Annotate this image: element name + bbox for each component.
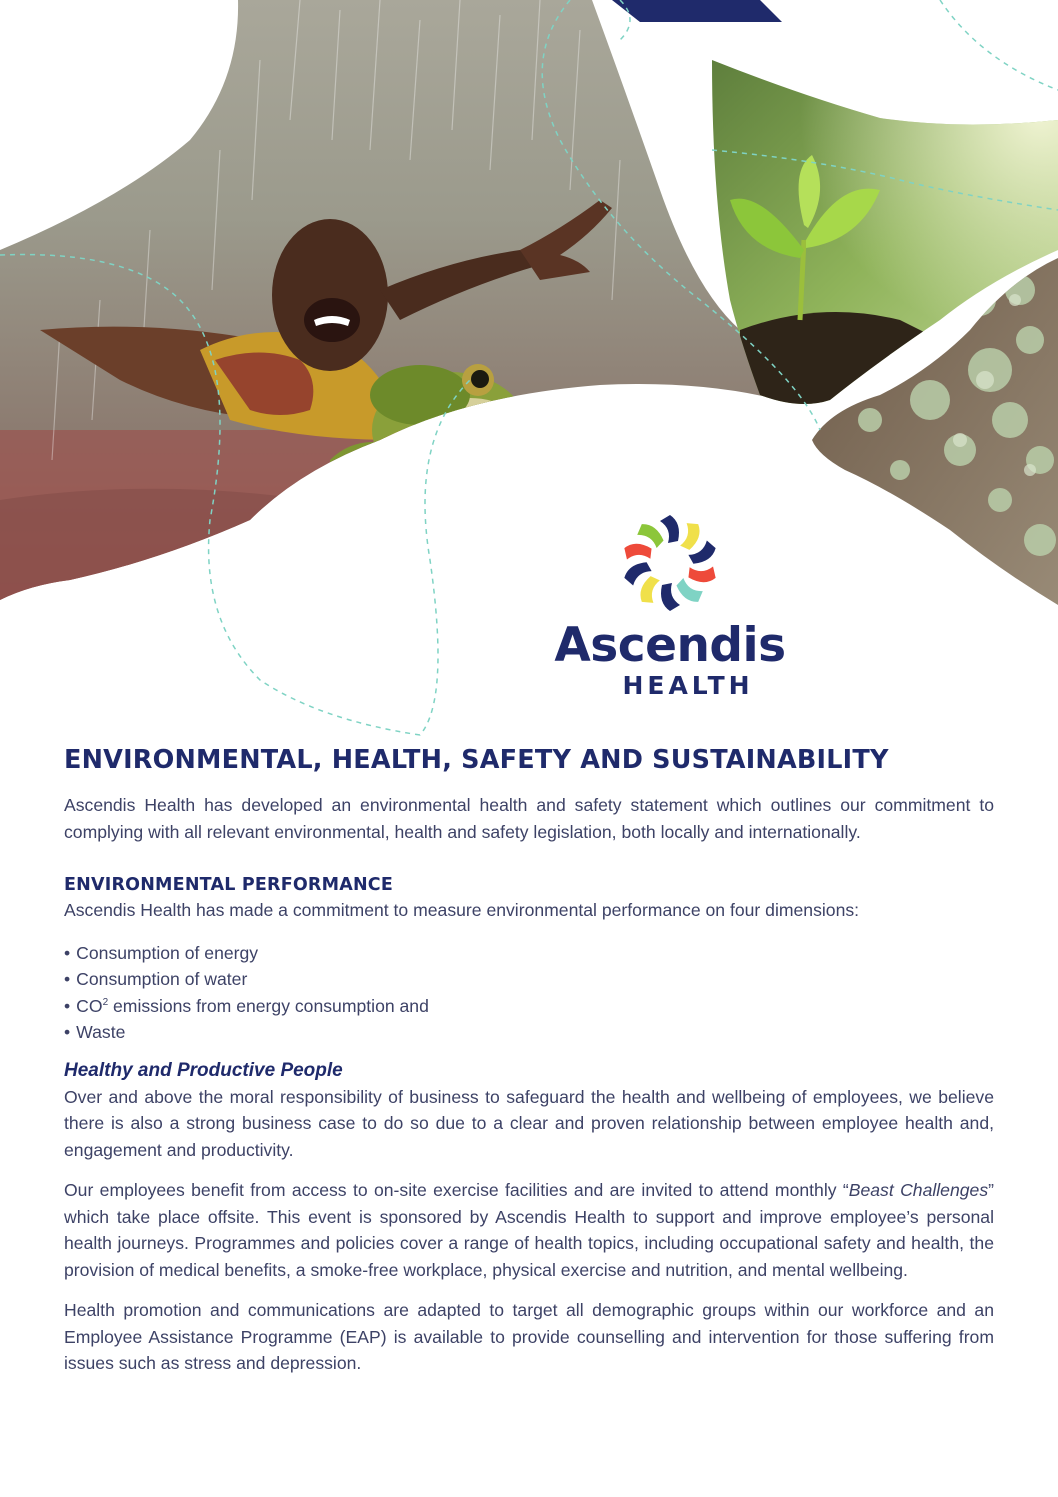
bullet-icon: • <box>64 1022 71 1042</box>
list-item <box>64 940 994 967</box>
co2-label: CO <box>76 995 103 1016</box>
healthy-paragraph-3: Health promotion and communications are adapted to target all demographic groups within our workforce and an Employee Assistance Programme (EAP) is available to provide counselling and intervention for those suffering from issues such as stress and depression. <box>64 1300 994 1373</box>
list-item-text: emissions from energy consumption and <box>113 995 429 1016</box>
main-content <box>64 740 994 1377</box>
logo-mark-icon <box>615 508 725 618</box>
healthy-heading: Healthy and Productive People <box>64 1059 343 1081</box>
list-item-text: Waste <box>76 1022 126 1042</box>
list-item <box>64 993 994 1020</box>
healthy-paragraph-2 <box>64 1177 994 1283</box>
bullet-icon: • <box>64 995 71 1016</box>
environmental-heading: ENVIRONMENTAL PERFORMANCE <box>64 875 393 895</box>
healthy-paragraph-2-start: Our employees benefit from access to on-site exercise facilities and are invited to attend monthly “ <box>64 1180 849 1200</box>
hero-collage <box>0 0 1058 740</box>
page-title: ENVIRONMENTAL, HEALTH, SAFETY AND SUSTAINABILITY <box>64 745 889 775</box>
logo-name: Ascendis <box>554 618 786 673</box>
ascendis-logo <box>540 508 800 700</box>
bullet-icon: • <box>64 969 71 989</box>
beast-challenges-text: Beast Challenges <box>848 1180 989 1200</box>
logo-sub: HEALTH <box>622 671 754 700</box>
list-item-text: Consumption of energy <box>76 942 259 963</box>
list-item <box>64 1019 994 1046</box>
dimension-list <box>64 940 994 1046</box>
intro-paragraph: Ascendis Health has developed an environmental health and safety statement which outlines our commitment to complying with all relevant environmental, health and safety legislation, both locally and internationally. <box>64 795 994 842</box>
environmental-text: Ascendis Health has made a commitment to measure environmental performance on four dimensions: <box>64 900 860 920</box>
hero-collage-art <box>0 0 1058 740</box>
list-item <box>64 966 994 993</box>
healthy-paragraph-1: Over and above the moral responsibility of business to safeguard the health and wellbeing of employees, we believe there is also a strong business case to do so due to a clear and proven relationship between employee health and, engagement and productivity. <box>64 1086 994 1160</box>
healthy-paragraph-2-end: ” which take place offsite. This event is sponsored by Ascendis Health to support and improve employee’s personal health journeys. Programmes and policies cover a range of health topics, including occupational safety and health, the provision of medical benefits, a smoke-free workplace, physical exercise and nutrition, and mental wellbeing. <box>64 1180 994 1280</box>
co2-superscript: 2 <box>102 996 109 1008</box>
list-item-text: Consumption of water <box>76 969 248 989</box>
bullet-icon: • <box>64 942 71 963</box>
